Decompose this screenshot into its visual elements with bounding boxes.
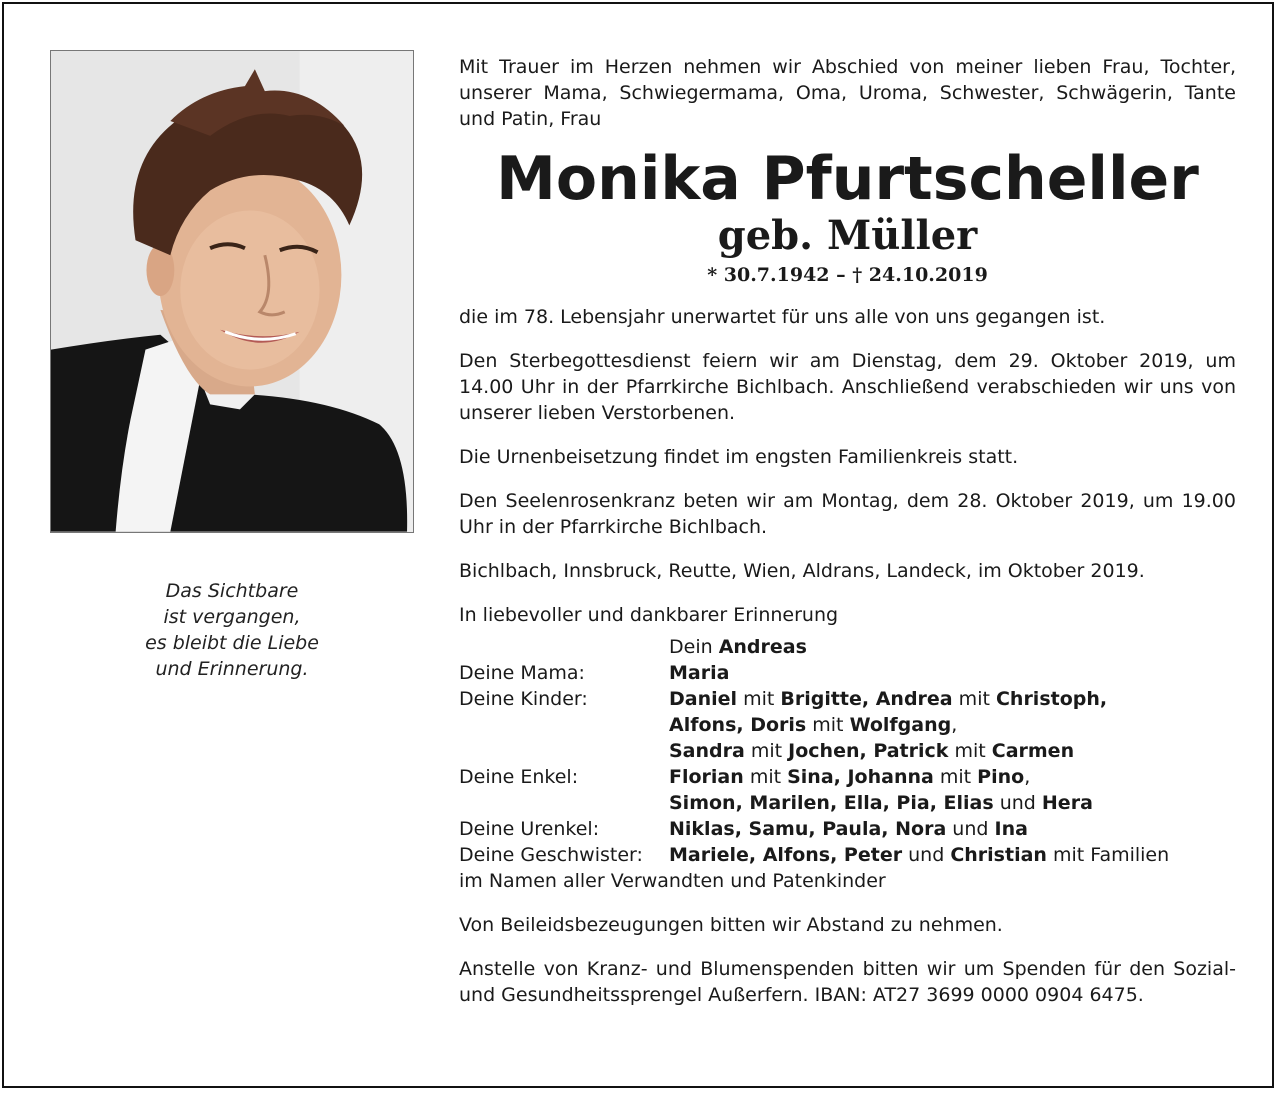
husband-name: Andreas <box>718 636 807 658</box>
verse-line: es bleibt die Liebe <box>145 632 319 654</box>
service-paragraph: Den Sterbegottesdienst feiern wir am Dienstag, dem 29. Oktober 2019, um 14.00 Uhr in der Pfarrkirche Bichlbach. Anschließend verabschieden wir uns von unserer lieben Verstorbenen. <box>459 350 1236 424</box>
memorial-verse <box>104 578 360 682</box>
family-word: und <box>993 792 1042 814</box>
donation-note: Anstelle von Kranz- und Blumenspenden bitten wir um Spenden für den Sozial- und Gesundheitssprengel Außerfern. IBAN: AT27 3699 0000 0904 6475. <box>459 958 1236 1006</box>
condolence-note: Von Beileidsbezeugungen bitten wir Abstand zu nehmen. <box>459 914 1003 936</box>
family-label: Deine Mama: <box>459 662 585 684</box>
age-paragraph: die im 78. Lebensjahr unerwartet für uns alle von uns gegangen ist. <box>459 306 1106 328</box>
portrait-image <box>51 51 413 532</box>
family-word: mit Familien <box>1046 844 1170 866</box>
family-word: mit <box>952 688 996 710</box>
family-names: Jochen, Patrick <box>788 740 949 762</box>
obituary-notice <box>2 2 1274 1088</box>
family-word: und <box>946 818 995 840</box>
family-row-enkel-cont <box>459 790 1236 816</box>
mother-name: Maria <box>669 662 730 684</box>
family-names: Simon, Marilen, Ella, Pia, Elias <box>669 792 994 814</box>
family-names: Christian <box>950 844 1047 866</box>
family-names: Niklas, Samu, Paula, Nora <box>669 818 947 840</box>
family-names: Sina, Johanna <box>787 766 934 788</box>
verse-line: ist vergangen, <box>163 606 301 628</box>
family-names: Brigitte, Andrea <box>780 688 953 710</box>
family-row-enkel <box>459 764 1236 790</box>
family-word: mit <box>737 688 781 710</box>
family-row-kinder-cont <box>459 738 1236 764</box>
family-names: Christoph, <box>995 688 1108 710</box>
family-word: mit <box>948 740 992 762</box>
family-label: Deine Geschwister: <box>459 844 643 866</box>
family-row-kinder <box>459 686 1236 712</box>
family-row-urenkel <box>459 816 1236 842</box>
verse-line: und Erinnerung. <box>155 658 309 680</box>
family-word: und <box>902 844 951 866</box>
family-label: Deine Enkel: <box>459 766 579 788</box>
family-names: Daniel <box>669 688 738 710</box>
family-row-geschwister <box>459 842 1236 868</box>
deceased-name: Monika Pfurtscheller <box>496 144 1199 214</box>
family-list <box>459 634 1236 894</box>
family-word: , <box>1024 766 1031 788</box>
family-names: Alfons, Doris <box>669 714 807 736</box>
family-word: mit <box>744 740 789 762</box>
family-names: Florian <box>669 766 744 788</box>
family-label: Deine Urenkel: <box>459 818 600 840</box>
urn-paragraph: Die Urnenbeisetzung findet im engsten Familienkreis statt. <box>459 446 1019 468</box>
family-label: Deine Kinder: <box>459 688 588 710</box>
life-dates: * 30.7.1942 – † 24.10.2019 <box>707 264 988 286</box>
family-row-kinder-cont <box>459 712 1236 738</box>
family-names: Carmen <box>991 740 1075 762</box>
family-row-husband <box>459 634 1236 660</box>
family-names: Hera <box>1041 792 1093 814</box>
family-word: mit <box>806 714 850 736</box>
family-names: Mariele, Alfons, Peter <box>669 844 903 866</box>
remembrance-line: In liebevoller und dankbarer Erinnerung <box>459 604 839 626</box>
relatives-line: im Namen aller Verwandten und Patenkinder <box>459 870 886 892</box>
family-word: mit <box>743 766 788 788</box>
verse-line: Das Sichtbare <box>165 580 299 602</box>
maiden-name: geb. Müller <box>717 212 978 259</box>
rosary-paragraph: Den Seelenrosenkranz beten wir am Montag, dem 28. Oktober 2019, um 19.00 Uhr in der Pfarrkirche Bichlbach. <box>459 490 1236 538</box>
family-names: Ina <box>994 818 1028 840</box>
family-row-mama <box>459 660 1236 686</box>
places-paragraph: Bichlbach, Innsbruck, Reutte, Wien, Aldrans, Landeck, im Oktober 2019. <box>459 560 1145 582</box>
intro-text: Mit Trauer im Herzen nehmen wir Abschied von meiner lieben Frau, Tochter, unserer Mama, Schwiegermama, Oma, Uroma, Schwester, Schwägerin, Tante und Patin, Frau <box>459 56 1236 130</box>
family-names: Wolfgang <box>849 714 952 736</box>
family-word: Dein <box>669 636 719 658</box>
family-names: Pino <box>977 766 1025 788</box>
family-names: Sandra <box>669 740 745 762</box>
notice-text <box>459 54 1236 1008</box>
family-word: mit <box>933 766 978 788</box>
family-word: , <box>951 714 958 736</box>
portrait-photo <box>50 50 414 533</box>
